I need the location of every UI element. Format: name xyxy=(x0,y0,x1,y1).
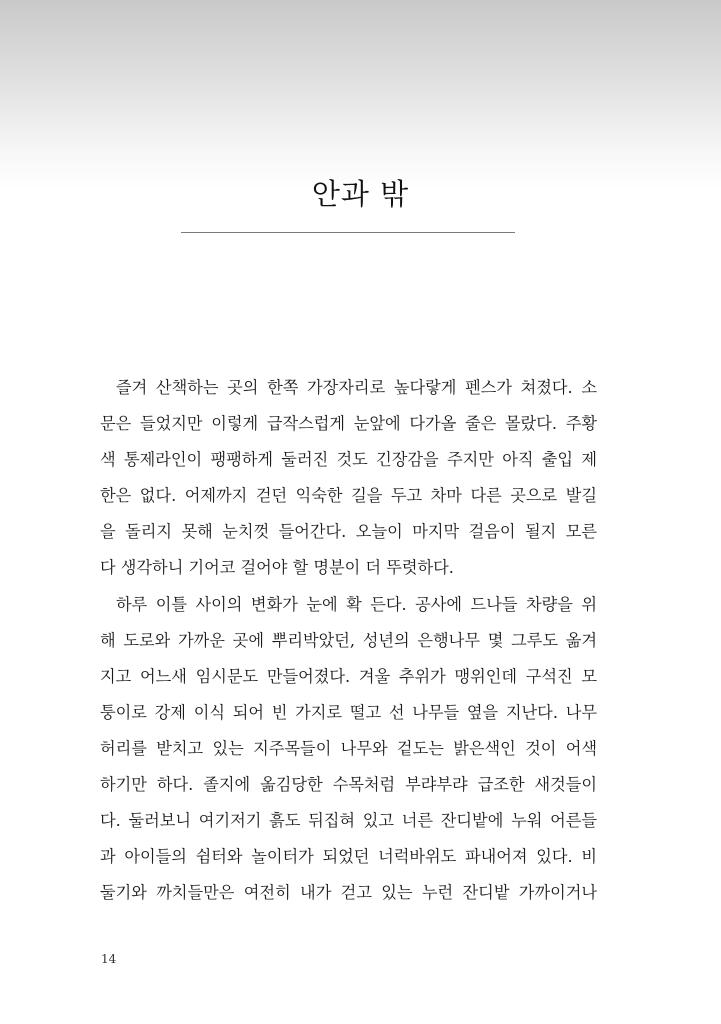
paragraph-1 xyxy=(100,370,597,587)
text-line: 색 통제라인이 팽팽하게 둘러진 것도 긴장감을 주지만 아직 출입 제 xyxy=(100,450,597,470)
text-line: 퉁이로 강제 이식 되어 빈 가지로 떨고 선 나무들 옆을 지난다. 나무 xyxy=(100,702,597,722)
text-line: 다. 둘러보니 여기저기 흙도 뒤집혀 있고 너른 잔디밭에 누워 어른들 xyxy=(100,811,597,831)
body-text xyxy=(100,370,597,911)
text-line: 을 돌리지 못해 눈치껏 들어간다. 오늘이 마지막 걸음이 될지 모른 xyxy=(100,522,597,542)
text-line: 지고 어느새 임시문도 만들어졌다. 겨울 추위가 맹위인데 구석진 모 xyxy=(100,666,597,686)
text-line: 둘기와 까치들만은 여전히 내가 걷고 있는 누런 잔디밭 가까이거나 xyxy=(100,883,597,903)
text-line: 과 아이들의 쉼터와 놀이터가 되었던 너럭바위도 파내어져 있다. 비 xyxy=(100,847,597,867)
page-number: 14 xyxy=(101,952,117,966)
text-line: 문은 들었지만 이렇게 급작스럽게 눈앞에 다가올 줄은 몰랐다. 주황 xyxy=(100,414,597,434)
text-line: 다 생각하니 기어코 걸어야 할 명분이 더 뚜렷하다. xyxy=(100,558,454,578)
top-gradient-band xyxy=(0,0,721,190)
text-line: 허리를 받치고 있는 지주목들이 나무와 겉도는 밝은색인 것이 어색 xyxy=(100,738,597,758)
title-divider xyxy=(181,232,515,233)
text-line: 즐겨 산책하는 곳의 한쪽 가장자리로 높다랗게 펜스가 쳐졌다. 소 xyxy=(116,378,597,397)
text-line: 해 도로와 가까운 곳에 뿌리박았던, 성년의 은행나무 몇 그루도 옮겨 xyxy=(100,630,597,650)
paragraph-2 xyxy=(100,587,597,912)
text-line: 하기만 하다. 졸지에 옮김당한 수목처럼 부랴부랴 급조한 새것들이 xyxy=(100,775,597,795)
text-line: 하루 이틀 사이의 변화가 눈에 확 든다. 공사에 드나들 차량을 위 xyxy=(116,594,597,614)
chapter-title: 안과 밖 xyxy=(311,177,410,211)
text-line: 한은 없다. 어제까지 걷던 익숙한 길을 두고 차마 다른 곳으로 발길 xyxy=(100,486,597,506)
